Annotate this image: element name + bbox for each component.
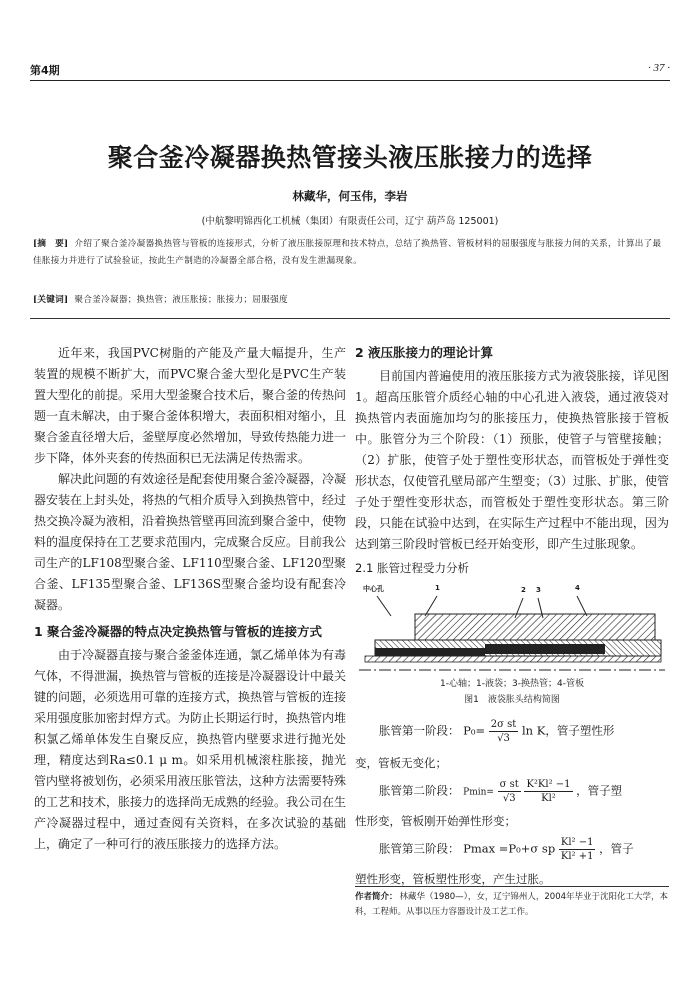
figure-label-1: 1 xyxy=(435,584,440,592)
stage-2-lhs: Pmin= xyxy=(463,787,494,798)
bio-text: 林藏华（1980—），女，辽宁锦州人，2004年毕业于沈阳化工大学，本科，工程师。从事以压力容器设计及工艺工作。 xyxy=(355,892,669,917)
stage-3-tail: ，管子 xyxy=(599,841,634,856)
abstract-text: 介绍了聚合釜冷凝器换热管与管板的连接形式，分析了液压胀接原理和技术特点，总结了换热管、管板材料的屈服强度与胀接力间的关系，计算出了最佳胀接力并进行了试验验证，按此生产制造的冷凝器全部合格，没有发生泄漏现象。 xyxy=(33,239,662,266)
stage-3-continuation: 塑性形变，管板塑性形变，产生过胀。 xyxy=(355,872,551,886)
stage-2-continuation: 性形变，管板刚开始弹性形变； xyxy=(355,814,516,828)
keywords xyxy=(33,293,669,305)
stage-1-continuation: 变，管板无变化； xyxy=(355,756,447,770)
right-column xyxy=(355,343,669,888)
bio-rule xyxy=(355,886,669,887)
stage-1-prefix: 胀管第一阶段： xyxy=(379,723,460,738)
subsection-heading-2-1: 2.1 胀管过程受力分析 xyxy=(355,561,469,575)
stage-2-fraction-1 xyxy=(498,778,521,805)
stage-2-prefix: 胀管第二阶段： xyxy=(379,783,460,798)
abstract-rule xyxy=(30,318,670,319)
figure-label-center-hole: 中心孔 xyxy=(363,585,384,593)
left-column xyxy=(34,343,346,855)
running-header xyxy=(30,62,670,80)
figure-label-2: 2 xyxy=(521,586,526,594)
keywords-text: 聚合釜冷凝器；换热管；液压胀接；胀接力；屈服强度 xyxy=(74,295,288,305)
bio-label: 作者简介： xyxy=(355,892,398,902)
stage-3-lhs: Pmax =P₀+σ sp xyxy=(463,841,556,856)
stage-1-numerator: 2σ st xyxy=(490,719,517,730)
stage-1-fraction xyxy=(489,718,519,745)
stage-1-tail: ln K，管子塑性形 xyxy=(521,723,615,738)
stage-2-fraction-2 xyxy=(524,778,572,805)
stage-3-numerator: Kl² −1 xyxy=(560,837,594,848)
page-number: · 37 · xyxy=(648,62,670,74)
paragraph-intro-2: 解决此问题的有效途径是配套使用聚合釜冷凝器，冷凝器安装在上封头处，将热的气相介质导入到换热管中，经过热交换冷凝为液相，沿着换热管壁再回流到聚合釜中，使物料的温度保持在工艺要求范围内，完成聚合反应。目前我公司生产的LF108型聚合釜、LF110型聚合釜、LF120型聚合釜、LF135型聚合釜、LF136S型聚合釜均设有配套冷凝器。 xyxy=(34,472,347,612)
stage-3-prefix: 胀管第三阶段： xyxy=(379,841,460,856)
stage-2-tail: ，管子塑 xyxy=(576,783,623,798)
stage-3-fraction xyxy=(559,836,596,863)
stage-1-lhs: P₀= xyxy=(463,723,486,738)
article-title: 聚合釜冷凝器换热管接头液压胀接力的选择 xyxy=(107,143,593,172)
header-rule xyxy=(30,80,670,81)
figure-label-4: 4 xyxy=(575,584,580,592)
formula-stage-3 xyxy=(355,830,669,870)
stage-3-denominator: Kl² +1 xyxy=(560,851,594,862)
stage-2-denominator-2: Kl² xyxy=(541,793,556,804)
formula-stage-2 xyxy=(355,772,669,812)
figure-1 xyxy=(355,582,669,674)
author-affiliation: (中航黎明锦西化工机械（集团）有限责任公司，辽宁 葫芦岛 125001) xyxy=(201,216,499,227)
abstract xyxy=(33,236,669,270)
figure-caption: 图1 液袋胀头结构简图 xyxy=(464,695,560,705)
author-bio xyxy=(355,890,669,920)
formula-stage-1 xyxy=(355,714,669,754)
abstract-label: [摘 要] xyxy=(33,239,69,249)
paragraph-intro-1: 近年来，我国PVC树脂的产能及产量大幅提升，生产装置的规模不断扩大，而PVC聚合釜大型化是PVC生产装置大型化的前提。采用大型釜聚合技术后，聚合釜的传热问题一直未解决，由于聚合釜体积增大，表面积相对缩小，且聚合釜直径增大后，釜壁厚度必然增加，导致传热能力进一步下降，体外夹套的传热面积已无法满足传热需求。 xyxy=(34,346,347,465)
section-heading-2: 2 液压胀接力的理论计算 xyxy=(355,345,494,360)
issue-number: 第4期 xyxy=(30,64,60,77)
stage-2-denominator-1: √3 xyxy=(502,793,516,804)
paragraph-section-2: 目前国内普遍使用的液压胀接方式为液袋胀接，详见图1。超高压胀管介质经心轴的中心孔进入液袋，通过液袋对换热管内表面施加均匀的胀接压力，使换热管胀接于管板中。胀管分为三个阶段：（1）预胀，使管子与管壁接触；（2）扩胀，使管子处于塑性变形状态，而管板处于弹性变形状态，仅使管孔壁局部产生塑变；（3）过胀、扩胀，使管子处于塑性变形状态，而管板处于塑性变形状态。第三阶段，只能在试验中达到，在实际生产过程中不能出现，因为达到第三阶段时管板已经开始变形，即产生过胀现象。 xyxy=(355,369,669,551)
stage-1-denominator: √3 xyxy=(497,733,510,744)
expansion-head-drawing xyxy=(355,582,669,674)
figure-label-3: 3 xyxy=(536,586,541,594)
section-heading-1: 1 聚合釜冷凝器的特点决定换热管与管板的连接方式 xyxy=(34,624,323,639)
figure-legend: 1-心轴；1-液袋；3-换热管；4-管板 xyxy=(440,679,584,689)
keywords-label: [关键词] xyxy=(33,295,69,305)
paragraph-section-1: 由于冷凝器直接与聚合釜釜体连通，氯乙烯单体为有毒气体，不得泄漏，换热管与管板的连接是冷凝器设计中最关键的问题，必须选用可靠的连接方式，换热管与管板的连接采用强度胀加密封焊方式。为防止长期运行时，换热管内堆积氯乙烯单体发生自聚反应，换热管内壁要求进行抛光处理，精度达到Ra≤0.1 μ m。如采用机械滚柱胀接，抛光管内壁将被划伤，必须采用液压胀管法，这种方法需要特殊的工艺和技术，胀接力的选择尚无成熟的经验。我公司在生产冷凝器过程中，通过查阅有关资料，在多次试验的基础上，确定了一种可行的液压胀接力的选择方法。 xyxy=(34,648,347,851)
stage-2-numerator-1: σ st xyxy=(499,779,519,790)
stage-2-numerator-2: K²Kl² −1 xyxy=(526,779,571,790)
article-authors: 林藏华，何玉伟，李岩 xyxy=(292,189,408,203)
